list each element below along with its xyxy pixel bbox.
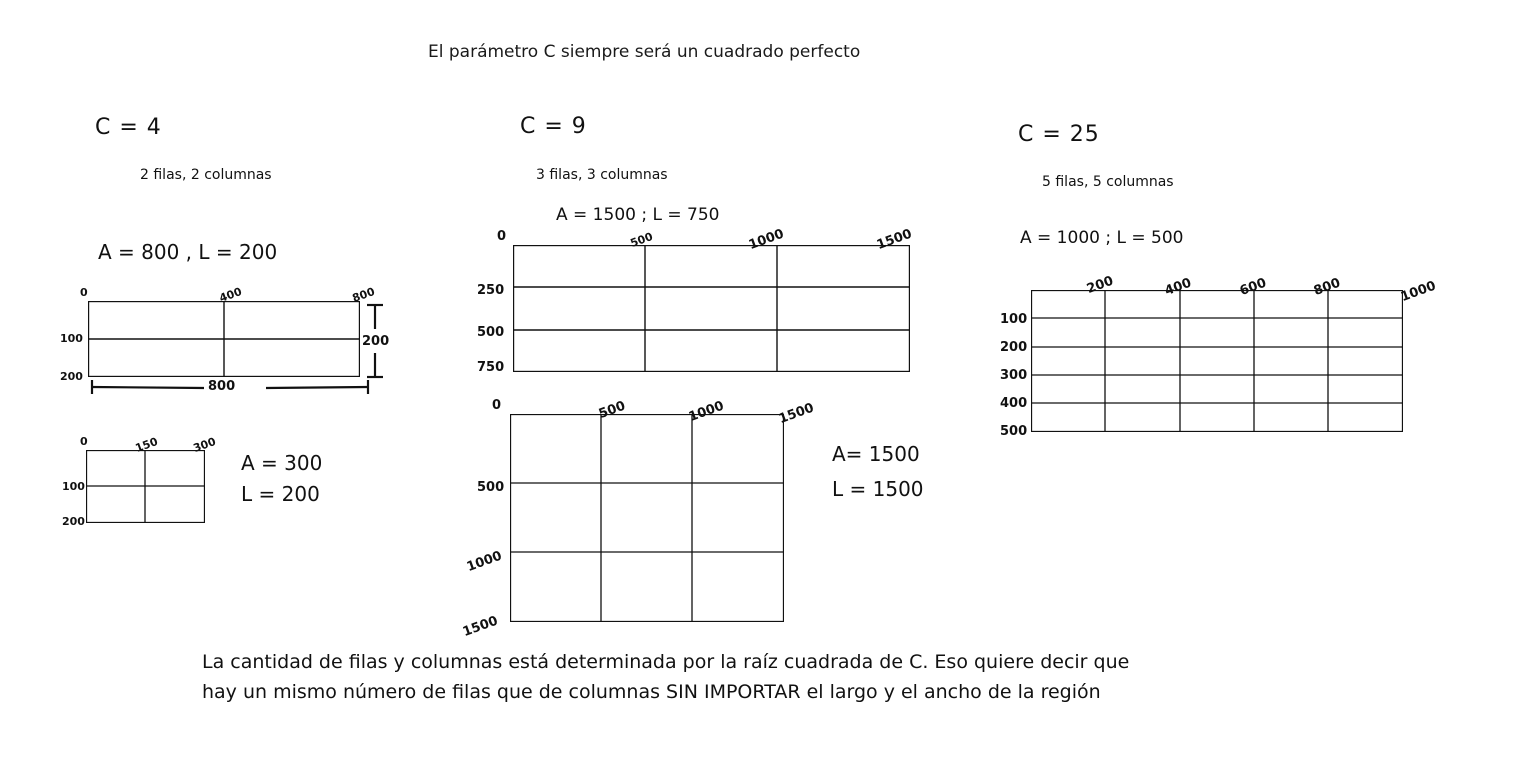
annotation-c9b-a: A= 1500: [832, 442, 920, 466]
tick-c9a-x-1500: 1500: [874, 226, 915, 253]
tick-c9a-y-250: 250: [477, 283, 505, 298]
tick-c9a-x-0: 0: [497, 229, 507, 244]
case-sublabel-c4: 2 filas, 2 columnas: [140, 167, 272, 183]
height-label-c4: 200: [362, 334, 390, 349]
tick-c4a-x-800: 800: [350, 284, 377, 305]
case-annotation-c9: A = 1500 ; L = 750: [556, 205, 720, 225]
case-annotation-c25: A = 1000 ; L = 500: [1020, 228, 1184, 248]
tick-c9b-x-1000: 1000: [686, 398, 727, 425]
grid-c25: [1031, 290, 1403, 432]
case-sublabel-c9: 3 filas, 3 columnas: [536, 167, 668, 183]
case-label-c25: C = 25: [1018, 122, 1100, 147]
page-title: El parámetro C siempre será un cuadrado perfecto: [428, 42, 861, 62]
tick-c25-y-100: 100: [1000, 312, 1028, 327]
tick-c9a-x-500: 500: [628, 229, 655, 250]
tick-c25-x-600: 600: [1237, 275, 1269, 299]
tick-c25-x-400: 400: [1162, 275, 1194, 299]
tick-c9b-y-1000: 1000: [464, 548, 505, 575]
tick-c4a-x-0: 0: [80, 286, 88, 299]
tick-c4b-x-300: 300: [191, 434, 218, 455]
tick-c25-y-500: 500: [1000, 424, 1028, 439]
footer-line-1: La cantidad de filas y columnas está determinada por la raíz cuadrada de C. Eso quiere decir que: [202, 651, 1130, 673]
tick-c25-x-200: 200: [1084, 273, 1116, 297]
grid-c9-a: [513, 245, 910, 372]
tick-c4a-y-200: 200: [60, 370, 83, 383]
tick-c4b-y-100: 100: [62, 480, 85, 493]
tick-c4a-y-100: 100: [60, 332, 83, 345]
tick-c9b-x-500: 500: [596, 398, 628, 422]
tick-c9a-y-500: 500: [477, 325, 505, 340]
tick-c9b-x-1500: 1500: [776, 400, 817, 427]
width-label-c4: 800: [208, 379, 236, 394]
grid-c9-b: [510, 414, 784, 622]
tick-c9b-x-0: 0: [492, 398, 502, 413]
tick-c9b-y-500: 500: [477, 480, 505, 495]
annotation-c4b-a: A = 300: [241, 451, 323, 475]
tick-c25-x-800: 800: [1311, 275, 1343, 299]
tick-c25-x-1000: 1000: [1398, 278, 1439, 305]
tick-c4b-x-0: 0: [80, 435, 88, 448]
grid-c4-b: [86, 450, 205, 523]
case-label-c9: C = 9: [520, 114, 587, 139]
tick-c25-y-200: 200: [1000, 340, 1028, 355]
tick-c25-y-400: 400: [1000, 396, 1028, 411]
tick-c9b-y-1500: 1500: [460, 613, 501, 640]
tick-c4b-x-150: 150: [133, 434, 160, 455]
annotation-c4b-l: L = 200: [241, 482, 320, 506]
tick-c25-y-300: 300: [1000, 368, 1028, 383]
tick-c4a-x-400: 400: [217, 284, 244, 305]
grid-c4-a: [88, 301, 360, 377]
footer-line-2: hay un mismo número de filas que de columnas SIN IMPORTAR el largo y el ancho de la región: [202, 681, 1101, 703]
case-label-c4: C = 4: [95, 115, 162, 140]
case-sublabel-c25: 5 filas, 5 columnas: [1042, 174, 1174, 190]
tick-c4b-y-200: 200: [62, 515, 85, 528]
case-annotation-c4: A = 800 , L = 200: [98, 240, 278, 264]
annotation-c9b-l: L = 1500: [832, 477, 924, 501]
tick-c9a-y-750: 750: [477, 360, 505, 375]
tick-c9a-x-1000: 1000: [746, 226, 787, 253]
